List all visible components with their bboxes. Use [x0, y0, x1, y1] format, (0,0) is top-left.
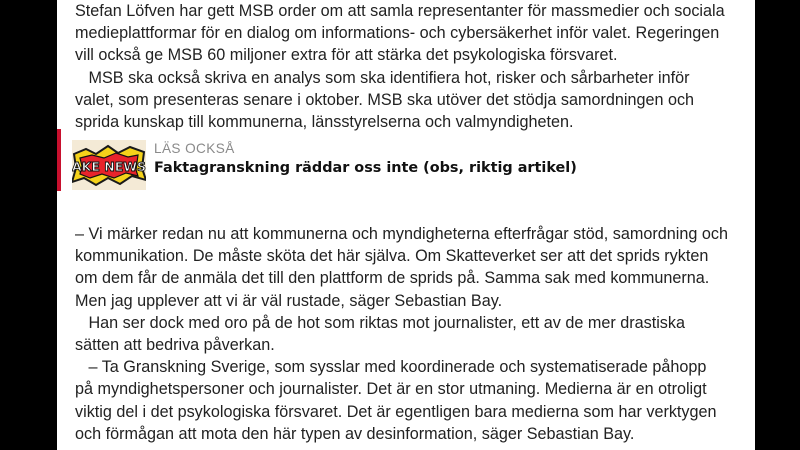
paragraph-line: valet, som presenteras senare i oktober. MSB ska utöver det stödja samordningen och	[75, 90, 695, 109]
related-article-link[interactable]	[57, 129, 755, 191]
paragraph-line: och förmågan att mota den här typen av desinformation, säger Sebastian Bay.	[75, 424, 635, 443]
article-body-bottom	[75, 223, 755, 445]
paragraph-line: Men jag upplever att vi är väl rustade, säger Sebastian Bay.	[75, 291, 503, 310]
paragraph-line: om dem får de anmäla det till den plattform de sprids på. Samma sak med kommunerna.	[75, 269, 710, 288]
paragraph-line: medieplattformar för en dialog om informations- och cybersäkerhet inför valet. Regeringen	[75, 24, 720, 43]
fake-news-text: AKE NEWS	[72, 159, 146, 174]
fake-news-image	[72, 140, 146, 190]
paragraph-line: – Vi märker redan nu att kommunerna och myndigheterna efterfrågar stöd, samordning och	[75, 225, 728, 243]
related-title[interactable]: Faktagranskning räddar oss inte (obs, riktig artikel)	[154, 160, 577, 176]
paragraph-line: sätten att bedriva påverkan.	[75, 335, 275, 354]
paragraph-line: kommunikation. De måste sköta det här själva. Om Skatteverket ser att det sprids rykten	[75, 247, 709, 266]
article-body-top	[75, 0, 755, 133]
related-kicker: LÄS OCKSÅ	[154, 141, 235, 156]
paragraph-line: Stefan Löfven har gett MSB order om att samla representanter för massmedier och sociala	[75, 2, 725, 20]
paragraph-line: vill också ge MSB 60 miljoner extra för att stärka det psykologiska försvaret.	[75, 46, 618, 65]
paragraph-line: MSB ska också skriva en analys som ska identifiera hot, risker och sårbarheter inför	[75, 68, 690, 87]
paragraph-line: på myndighetspersoner och journalister. Det är en stor utmaning. Medierna är en otroligt	[75, 380, 707, 399]
paragraph-line: sprida kunskap till kommunerna, länsstyrelserna och valmyndigheten.	[75, 112, 574, 131]
related-accent-bar	[57, 129, 61, 191]
paragraph-line: – Ta Granskning Sverige, som sysslar med koordinerade och systematiserade påhopp	[75, 358, 707, 377]
related-thumbnail[interactable]	[72, 140, 146, 190]
cut-off-next-line	[95, 442, 735, 450]
article-page	[57, 0, 755, 450]
paragraph-line: viktig del i det psykologiska försvaret. Det är egentligen bara medierna som har verktygen	[75, 402, 717, 421]
paragraph-line: Han ser dock med oro på de hot som riktas mot journalister, ett av de mer drastiska	[75, 313, 685, 332]
